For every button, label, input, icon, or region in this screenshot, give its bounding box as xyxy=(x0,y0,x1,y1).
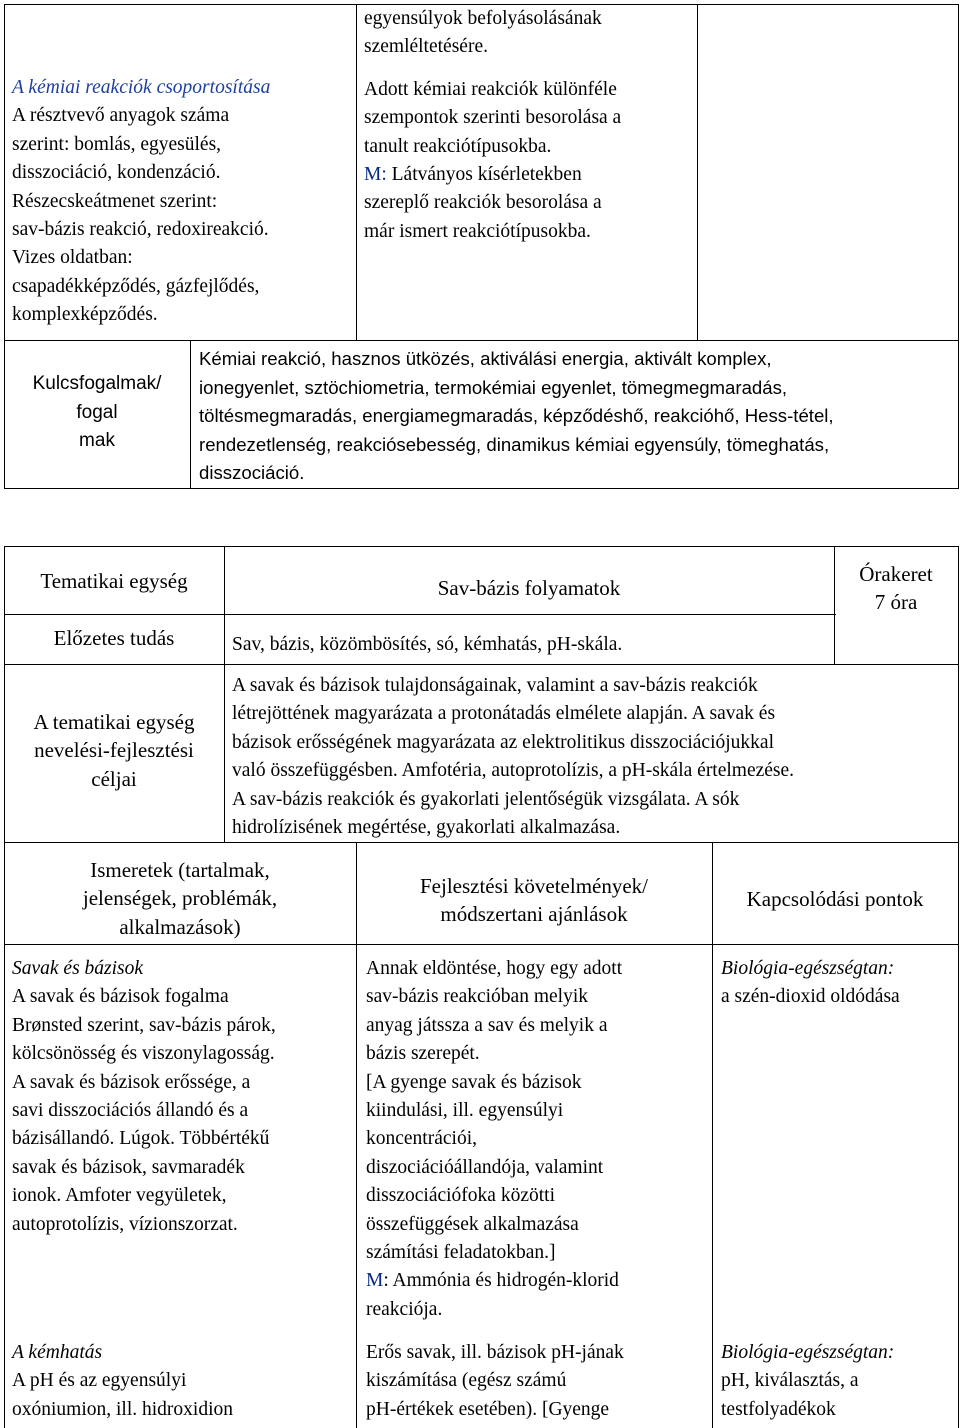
m-label: M xyxy=(366,1270,384,1292)
key-concepts-list: Kémiai reakció, hasznos ütközés, aktiválási energia, aktivált komplex, ionegyenlet, sztöchiometria, termokémiai egyenlet, tömegmegmaradás, töltésmegmaradás, energiamegmaradás, képződéshő, reakcióhő, Hess-tétel, rendezetlenség, reakciósebesség, dinamikus kémiai egyensúly, tömeghatás, disszociáció. xyxy=(199,348,834,483)
key-concepts-label: Kulcsfogalmak/ fogal mak xyxy=(32,373,162,451)
hours-frame: Órakeret 7 óra xyxy=(834,560,958,617)
requirements-cell-top: egyensúlyok befolyásolásának szemléltetésére. Adott kémiai reakciók különféle szempontok szerinti besorolása a tanult reakciótípusokba. M: Látványos kísérletekben szereplő reakciók besorolása a már ismert reakciótípusokba. xyxy=(364,8,622,242)
reaction-classification-cell: A kémiai reakciók csoportosítása A résztvevő anyagok száma szerint: bomlás, egyesülés, disszociáció, kondenzáció. Részecskeátmenet szerint: sav-bázis reakció, redoxireakció. Vizes oldatban: csapadékképződés, gázfejlődés, komplexképződés. xyxy=(12,74,352,330)
requirements-ph: Erős savak, ill. bázisok pH-jának kiszámítása (egész számú pH-értékek esetében). [Gyenge xyxy=(366,1342,624,1420)
goals-label: A tematikai egység nevelési-fejlesztési céljai xyxy=(33,710,195,791)
section-heading: A kémhatás xyxy=(12,1342,103,1363)
knowledge-acids-bases: Savak és bázisok A savak és bázisok fogalma Brønsted szerint, sav-bázis párok, kölcsönösség és viszonylagosság. A savak és bázisok erőssége, a savi disszociációs állandó és a bázisállandó. Lúgok. Többértékű savak és bázisok, savmaradék ionok. Amfoter vegyületek, autoprotolízis, vízionszorzat. xyxy=(12,955,354,1239)
knowledge-ph: A kémhatás A pH és az egyensúlyi oxóniumion, ill. hidroxidion xyxy=(12,1339,354,1424)
column-header-knowledge: Ismeretek (tartalmak, jelenségek, problémák, alkalmazások) xyxy=(82,858,278,939)
prior-knowledge-value: Sav, bázis, közömbösítés, só, kémhatás, pH-skála. xyxy=(232,634,623,655)
unit-title: Sav-bázis folyamatok xyxy=(437,576,621,600)
section-heading: Savak és bázisok xyxy=(12,958,144,979)
m-label: M: xyxy=(364,164,387,186)
column-header-requirements: Fejlesztési követelmények/ módszertani ajánlások xyxy=(419,874,649,927)
hours-value: 7 óra xyxy=(874,590,918,615)
prior-knowledge-label: Előzetes tudás xyxy=(53,626,175,650)
thematic-unit-label: Tematikai egység xyxy=(40,569,188,593)
requirements-acids-bases: Annak eldöntése, hogy egy adott sav-bázis reakcióban melyik anyag játssza a sav és melyik a bázis szerepét. [A gyenge savak és bázisok kiindulási, ill. egyensúlyi koncentrációi, diszociációállandója, valamint disszociációfoka közötti összefüggések alkalmazása számítási feladatokban.] M: Ammónia és hidrogén-klorid reakciója. xyxy=(366,958,623,1320)
connections-ph: Biológia-egészségtan: pH, kiválasztás, a testfolyadékok xyxy=(721,1342,895,1420)
connections-acids-bases: Biológia-egészségtan: a szén-dioxid oldódása xyxy=(721,958,900,1008)
reaction-classification-title: A kémiai reakciók csoportosítása xyxy=(12,77,271,98)
goals-text: A savak és bázisok tulajdonságainak, valamint a sav-bázis reakciók létrejöttének magyarázata a protonátadás elmélete alapján. A savak és bázisok erősségének magyarázata az elektrolitikus disszociációjukkal való összefüggésben. Amfotéria, autoprotolízis, a pH-skála értelmezése. A sav-bázis reakciók és gyakorlati jelentőségük vizsgálata. A sók hidrolízisének megértése, gyakorlati alkalmazása. xyxy=(232,675,795,839)
column-header-connections: Kapcsolódási pontok xyxy=(746,887,924,911)
